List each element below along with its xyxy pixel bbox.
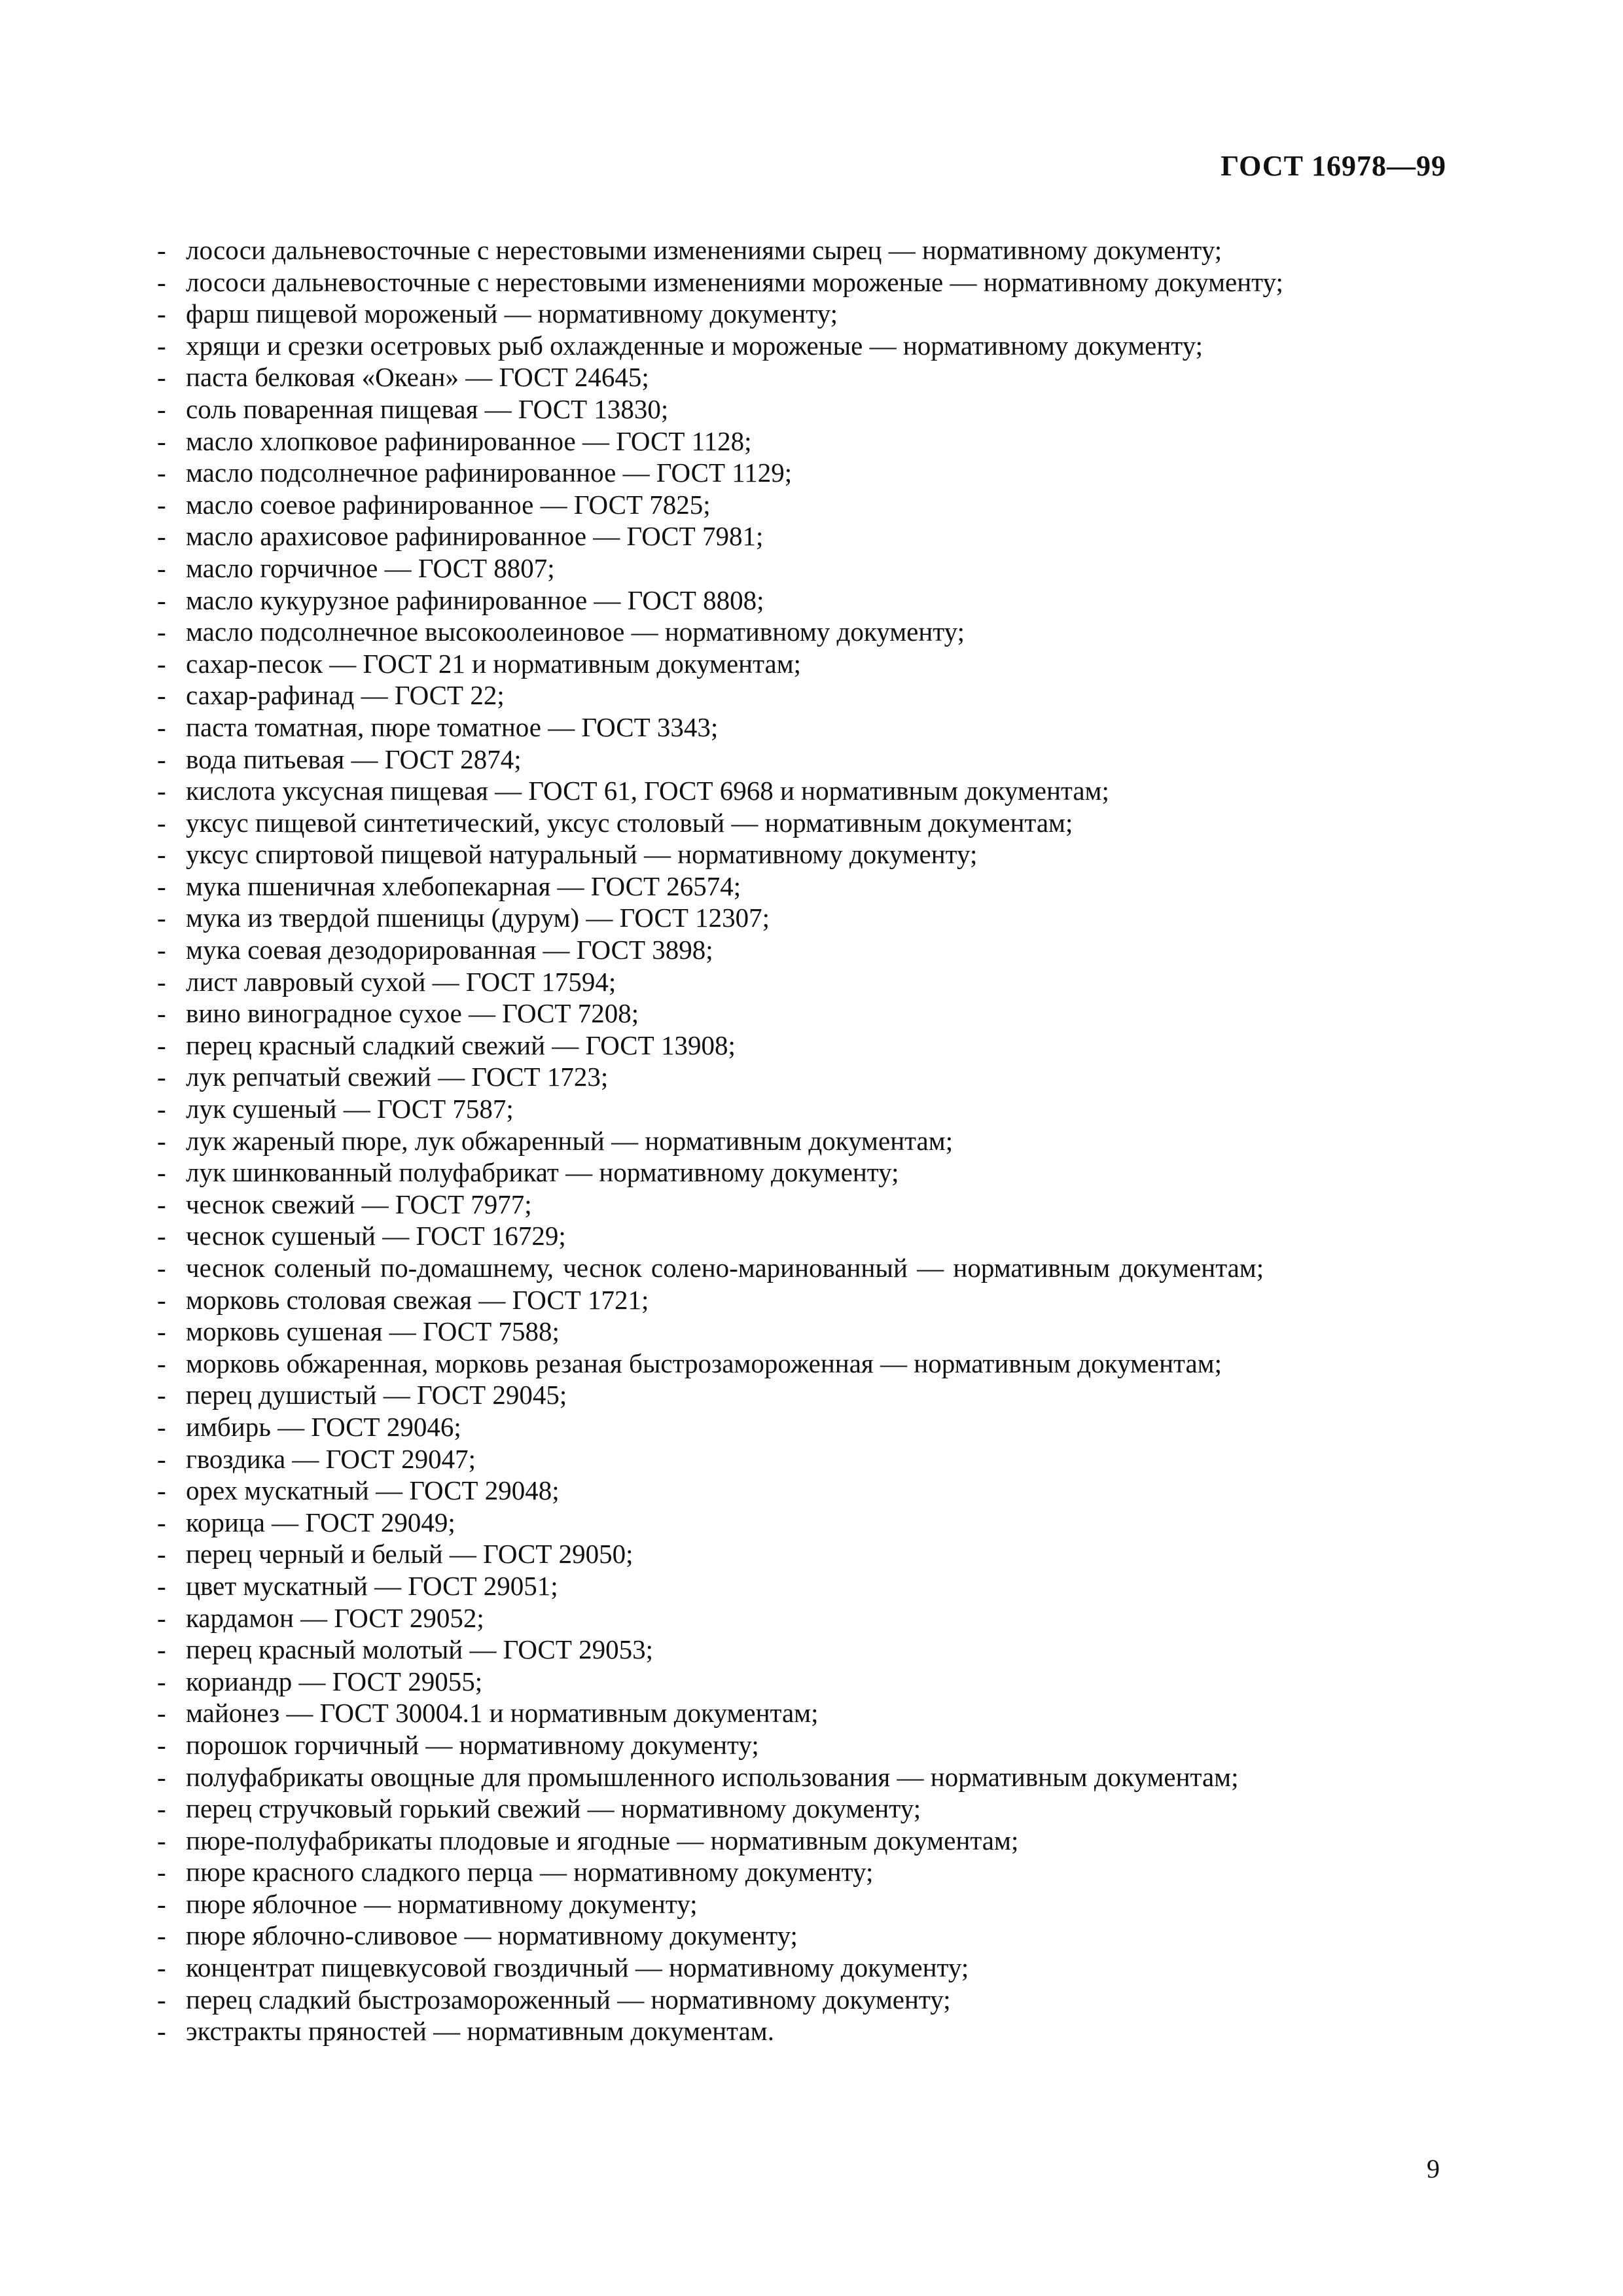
- list-item-text: масло арахисовое рафинированное — ГОСТ 7981;: [186, 521, 764, 552]
- list-item: [118, 1729, 1446, 1761]
- list-item: [118, 1379, 1446, 1411]
- page-number: 9: [1427, 2154, 1440, 2183]
- list-marker: -: [157, 1634, 166, 1665]
- list-item: [118, 584, 1446, 617]
- list-item-text: чеснок соленый по-домашнему, чеснок солено-маринованный — нормативным документам;: [186, 1253, 1264, 1283]
- list-item: [118, 361, 1446, 393]
- list-item: [118, 234, 1446, 266]
- list-marker: -: [157, 1284, 166, 1315]
- list-item-text: лук репчатый свежий — ГОСТ 1723;: [186, 1062, 609, 1092]
- list-marker: -: [157, 1952, 166, 1983]
- list-item-text: лук жареный пюре, лук обжаренный — нормативным документам;: [186, 1125, 954, 1156]
- list-item: [118, 1252, 1446, 1284]
- list-marker: -: [157, 2016, 166, 2047]
- list-item: [118, 1061, 1446, 1093]
- list-item: [118, 679, 1446, 711]
- list-item-text: мука соевая дезодорированная — ГОСТ 3898;: [186, 935, 713, 965]
- list-marker: -: [157, 1602, 166, 1633]
- list-item: [118, 1538, 1446, 1570]
- list-item-text: чеснок свежий — ГОСТ 7977;: [186, 1189, 532, 1219]
- list-item-text: кислота уксусная пищевая — ГОСТ 61, ГОСТ 6968 и нормативным документам;: [186, 776, 1109, 806]
- list-item: [118, 298, 1446, 330]
- list-item-text: сахар-рафинад — ГОСТ 22;: [186, 680, 505, 711]
- list-item: [118, 1157, 1446, 1189]
- list-marker: -: [157, 1221, 166, 1251]
- list-marker: -: [157, 1698, 166, 1729]
- list-item: [118, 807, 1446, 839]
- list-item-text: хрящи и срезки осетровых рыб охлажденные и мороженые — нормативному документу;: [186, 330, 1204, 361]
- list-item: [118, 616, 1446, 648]
- list-item: [118, 489, 1446, 521]
- list-marker: -: [157, 839, 166, 870]
- list-marker: -: [157, 966, 166, 997]
- list-item: [118, 1507, 1446, 1539]
- list-item: [118, 1189, 1446, 1221]
- list-item: [118, 1284, 1446, 1316]
- list-item-text: морковь обжаренная, морковь резаная быстрозамороженная — нормативным документам;: [186, 1348, 1222, 1378]
- list-item-text: лук сушеный — ГОСТ 7587;: [186, 1094, 514, 1124]
- list-item-text: орех мускатный — ГОСТ 29048;: [186, 1475, 560, 1506]
- list-item-text: экстракты пряностей — нормативным документам.: [186, 2016, 774, 2047]
- list-item-text: лист лавровый сухой — ГОСТ 17594;: [186, 966, 616, 997]
- list-marker: -: [157, 1380, 166, 1410]
- list-item-text: фарш пищевой мороженый — нормативному документу;: [186, 298, 838, 329]
- list-item-text: пюре яблочно-сливовое — нормативному документу;: [186, 1920, 798, 1951]
- list-item: [118, 1125, 1446, 1157]
- list-item-text: имбирь — ГОСТ 29046;: [186, 1411, 461, 1442]
- list-item: [118, 1666, 1446, 1698]
- list-marker: -: [157, 998, 166, 1029]
- list-marker: -: [157, 776, 166, 806]
- list-marker: -: [157, 1411, 166, 1442]
- list-marker: -: [157, 330, 166, 361]
- list-item-text: корица — ГОСТ 29049;: [186, 1507, 455, 1537]
- list-item: [118, 1602, 1446, 1634]
- list-item-text: морковь столовая свежая — ГОСТ 1721;: [186, 1284, 649, 1315]
- list-marker: -: [157, 1253, 166, 1283]
- list-item: [118, 775, 1446, 807]
- list-item-text: мука пшеничная хлебопекарная — ГОСТ 26574;: [186, 870, 741, 901]
- list-item: [118, 1220, 1446, 1252]
- list-item-text: паста томатная, пюре томатное — ГОСТ 3343;: [186, 711, 719, 742]
- list-marker: -: [157, 235, 166, 265]
- list-item-text: вода питьевая — ГОСТ 2874;: [186, 744, 522, 774]
- list-marker: -: [157, 1729, 166, 1760]
- list-item: [118, 966, 1446, 998]
- list-item: [118, 648, 1446, 680]
- list-item-text: перец черный и белый — ГОСТ 29050;: [186, 1539, 633, 1570]
- list-item-text: масло кукурузное рафинированное — ГОСТ 8808;: [186, 584, 764, 615]
- list-marker: -: [157, 1189, 166, 1219]
- list-item: [118, 902, 1446, 934]
- list-marker: -: [157, 1761, 166, 1792]
- list-item: [118, 711, 1446, 744]
- list-item: [118, 393, 1446, 425]
- list-item-text: морковь сушеная — ГОСТ 7588;: [186, 1316, 560, 1347]
- list-marker: -: [157, 1475, 166, 1506]
- list-item-text: пюре яблочное — нормативному документу;: [186, 1888, 698, 1919]
- list-item: [118, 1411, 1446, 1443]
- list-marker: -: [157, 744, 166, 774]
- list-item-text: порошок горчичный — нормативному документу;: [186, 1729, 759, 1760]
- list-item: [118, 1443, 1446, 1475]
- list-item-text: уксус пищевой синтетический, уксус столовый — нормативным документам;: [186, 807, 1073, 838]
- list-marker: -: [157, 521, 166, 552]
- list-item-text: мука из твердой пшеницы (дурум) — ГОСТ 12307;: [186, 903, 770, 933]
- list-marker: -: [157, 1062, 166, 1092]
- list-marker: -: [157, 807, 166, 838]
- list-marker: -: [157, 1888, 166, 1919]
- list-item: [118, 1920, 1446, 1952]
- list-item-text: пюре красного сладкого перца — нормативному документу;: [186, 1857, 874, 1888]
- list-marker: -: [157, 1920, 166, 1951]
- list-item-text: полуфабрикаты овощные для промышленного использования — нормативным документам;: [186, 1761, 1239, 1792]
- list-marker: -: [157, 870, 166, 901]
- list-marker: -: [157, 266, 166, 297]
- list-item: [118, 997, 1446, 1030]
- list-item-text: лососи дальневосточные с нерестовыми изменениями сырец — нормативному документу;: [186, 235, 1222, 265]
- list-marker: -: [157, 1793, 166, 1824]
- list-marker: -: [157, 617, 166, 647]
- list-item-text: масло подсолнечное рафинированное — ГОСТ 1129;: [186, 457, 793, 488]
- list-item-text: лососи дальневосточные с нерестовыми изменениями мороженые — нормативному документу;: [186, 266, 1283, 297]
- list-marker: -: [157, 1666, 166, 1696]
- list-item-text: масло горчичное — ГОСТ 8807;: [186, 552, 555, 583]
- list-marker: -: [157, 489, 166, 520]
- list-item: [118, 1634, 1446, 1666]
- list-item: [118, 1984, 1446, 2016]
- list-item: [118, 330, 1446, 362]
- list-item-text: концентрат пищевкусовой гвоздичный — нормативному документу;: [186, 1952, 969, 1983]
- list-marker: -: [157, 1157, 166, 1188]
- list-marker: -: [157, 1030, 166, 1060]
- list-marker: -: [157, 711, 166, 742]
- list-item: [118, 1952, 1446, 1984]
- list-marker: -: [157, 584, 166, 615]
- list-item-text: масло хлопковое рафинированное — ГОСТ 1128;: [186, 425, 752, 456]
- list-item-text: перец сладкий быстрозамороженный — нормативному документу;: [186, 1984, 951, 2015]
- list-item-text: соль поваренная пищевая — ГОСТ 13830;: [186, 393, 669, 424]
- list-item: [118, 1093, 1446, 1125]
- list-marker: -: [157, 648, 166, 679]
- list-item: [118, 266, 1446, 298]
- list-item: [118, 1825, 1446, 1857]
- list-item: [118, 2015, 1446, 2047]
- list-item: [118, 1793, 1446, 1825]
- list-item: [118, 934, 1446, 966]
- list-marker: -: [157, 457, 166, 488]
- list-marker: -: [157, 298, 166, 329]
- list-marker: -: [157, 903, 166, 933]
- list-item-text: перец стручковый горький свежий — нормативному документу;: [186, 1793, 921, 1824]
- list-item: [118, 870, 1446, 903]
- list-item: [118, 1697, 1446, 1729]
- list-item: [118, 520, 1446, 552]
- list-item: [118, 838, 1446, 870]
- list-marker: -: [157, 1570, 166, 1601]
- list-item: [118, 744, 1446, 776]
- list-item-text: гвоздика — ГОСТ 29047;: [186, 1443, 476, 1474]
- list-marker: -: [157, 1857, 166, 1888]
- list-item: [118, 1348, 1446, 1380]
- list-item-text: перец красный молотый — ГОСТ 29053;: [186, 1634, 654, 1665]
- list-item-text: уксус спиртовой пищевой натуральный — нормативному документу;: [186, 839, 978, 870]
- document-header: ГОСТ 16978—99: [1221, 150, 1446, 182]
- list-marker: -: [157, 1348, 166, 1378]
- list-marker: -: [157, 935, 166, 965]
- list-item-text: кардамон — ГОСТ 29052;: [186, 1602, 484, 1633]
- list-item-text: чеснок сушеный — ГОСТ 16729;: [186, 1221, 566, 1251]
- list-item: [118, 1316, 1446, 1348]
- list-marker: -: [157, 1539, 166, 1570]
- list-item: [118, 457, 1446, 489]
- list-item: [118, 1030, 1446, 1062]
- list-item: [118, 425, 1446, 457]
- list-item-text: перец красный сладкий свежий — ГОСТ 13908;: [186, 1030, 736, 1060]
- list-item: [118, 1888, 1446, 1920]
- list-marker: -: [157, 1984, 166, 2015]
- list-item-text: кориандр — ГОСТ 29055;: [186, 1666, 483, 1696]
- list-marker: -: [157, 425, 166, 456]
- list-marker: -: [157, 1125, 166, 1156]
- list-item-text: перец душистый — ГОСТ 29045;: [186, 1380, 567, 1410]
- list-item-text: цвет мускатный — ГОСТ 29051;: [186, 1570, 558, 1601]
- list-item-text: сахар-песок — ГОСТ 21 и нормативным документам;: [186, 648, 802, 679]
- list-item-text: лук шинкованный полуфабрикат — нормативному документу;: [186, 1157, 899, 1188]
- ingredient-list: [118, 234, 1446, 2047]
- list-marker: -: [157, 1825, 166, 1856]
- list-marker: -: [157, 1094, 166, 1124]
- list-marker: -: [157, 1443, 166, 1474]
- list-marker: -: [157, 1507, 166, 1537]
- list-item: [118, 1475, 1446, 1507]
- list-marker: -: [157, 393, 166, 424]
- list-item-text: масло подсолнечное высокоолеиновое — нормативному документу;: [186, 617, 965, 647]
- list-item-text: майонез — ГОСТ 30004.1 и нормативным документам;: [186, 1698, 819, 1729]
- list-item: [118, 1761, 1446, 1793]
- list-item-text: масло соевое рафинированное — ГОСТ 7825;: [186, 489, 711, 520]
- list-item-text: паста белковая «Океан» — ГОСТ 24645;: [186, 362, 649, 393]
- list-marker: -: [157, 362, 166, 393]
- list-item-text: пюре-полуфабрикаты плодовые и ягодные — нормативным документам;: [186, 1825, 1019, 1856]
- list-item: [118, 1570, 1446, 1602]
- list-item: [118, 1856, 1446, 1888]
- list-item: [118, 552, 1446, 584]
- list-marker: -: [157, 552, 166, 583]
- list-item-text: вино виноградное сухое — ГОСТ 7208;: [186, 998, 639, 1029]
- list-marker: -: [157, 1316, 166, 1347]
- list-marker: -: [157, 680, 166, 711]
